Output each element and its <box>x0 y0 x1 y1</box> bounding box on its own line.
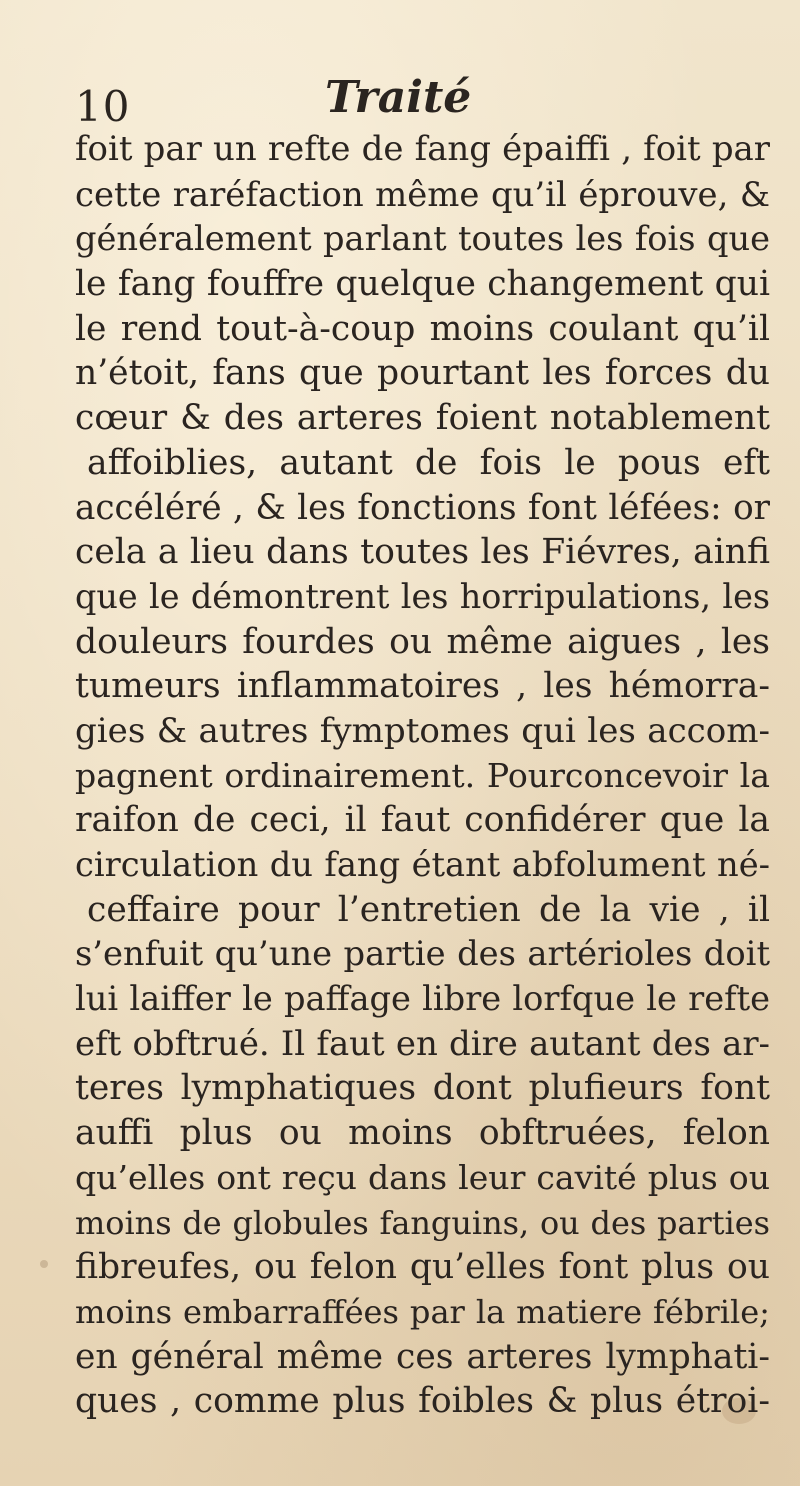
paper-stain <box>40 1260 48 1268</box>
text-line: raifon de ceci, il faut confidérer que la <box>75 800 770 841</box>
text-line: s’enfuit qu’une partie des artérioles doit <box>75 934 770 974</box>
text-line: affoiblies, autant de fois le pous eft <box>87 442 770 483</box>
text-line: qu’elles ont reçu dans leur cavité plus ou <box>75 1157 770 1197</box>
text-line: cela a lieu dans toutes les Fiévres, ainfi <box>75 532 770 573</box>
text-line: douleurs fourdes ou même aigues , les <box>75 621 770 662</box>
text-line: en général même ces arteres lymphati- <box>75 1336 770 1377</box>
text-line: fibreufes, ou felon qu’elles font plus ou <box>75 1247 770 1288</box>
text-line: le rend tout-à-coup moins coulant qu’il <box>75 308 770 349</box>
text-line: auffi plus ou moins obftruées, felon <box>75 1113 770 1154</box>
text-line: généralement parlant toutes les fois que <box>75 219 770 259</box>
running-title: Traité <box>325 72 472 123</box>
text-line: pagnent ordinairement. Pourconcevoir la <box>75 755 770 795</box>
text-line: que le démontrent les horripulations, les <box>75 576 770 616</box>
text-line: ques , comme plus foibles & plus étroi- <box>75 1381 770 1422</box>
text-line: n’étoit, fans que pourtant les forces du <box>75 353 770 394</box>
text-line: eft obftrué. Il faut en dire autant des ar- <box>75 1023 770 1063</box>
text-line: cœur & des arteres foient notablement <box>75 398 770 439</box>
text-line: accéléré , & les fonctions font léfées: or <box>75 487 770 528</box>
body-text <box>75 128 770 1424</box>
text-line: tumeurs inflammatoires , les hémorra- <box>75 666 770 707</box>
text-line: circulation du fang étant abfolument né- <box>75 845 770 884</box>
text-line: gies & autres fymptomes qui les accom- <box>75 710 770 751</box>
text-line: le fang fouffre quelque changement qui <box>75 264 770 305</box>
text-line: teres lymphatiques dont plufieurs font <box>75 1068 770 1109</box>
text-line: foit par un refte de fang épaiffi , foit par <box>75 130 770 169</box>
page-number: 10 <box>75 82 131 131</box>
running-head <box>75 72 775 131</box>
text-line: lui laiffer le paffage libre lorfque le refte <box>75 979 770 1019</box>
text-line: ceffaire pour l’entretien de la vie , il <box>87 889 770 930</box>
text-line: moins de globules fanguins, ou des parties <box>75 1203 770 1242</box>
text-line: cette raréfaction même qu’il éprouve, & <box>75 174 770 214</box>
text-line: moins embarraffées par la matiere fébrile; <box>75 1292 770 1331</box>
